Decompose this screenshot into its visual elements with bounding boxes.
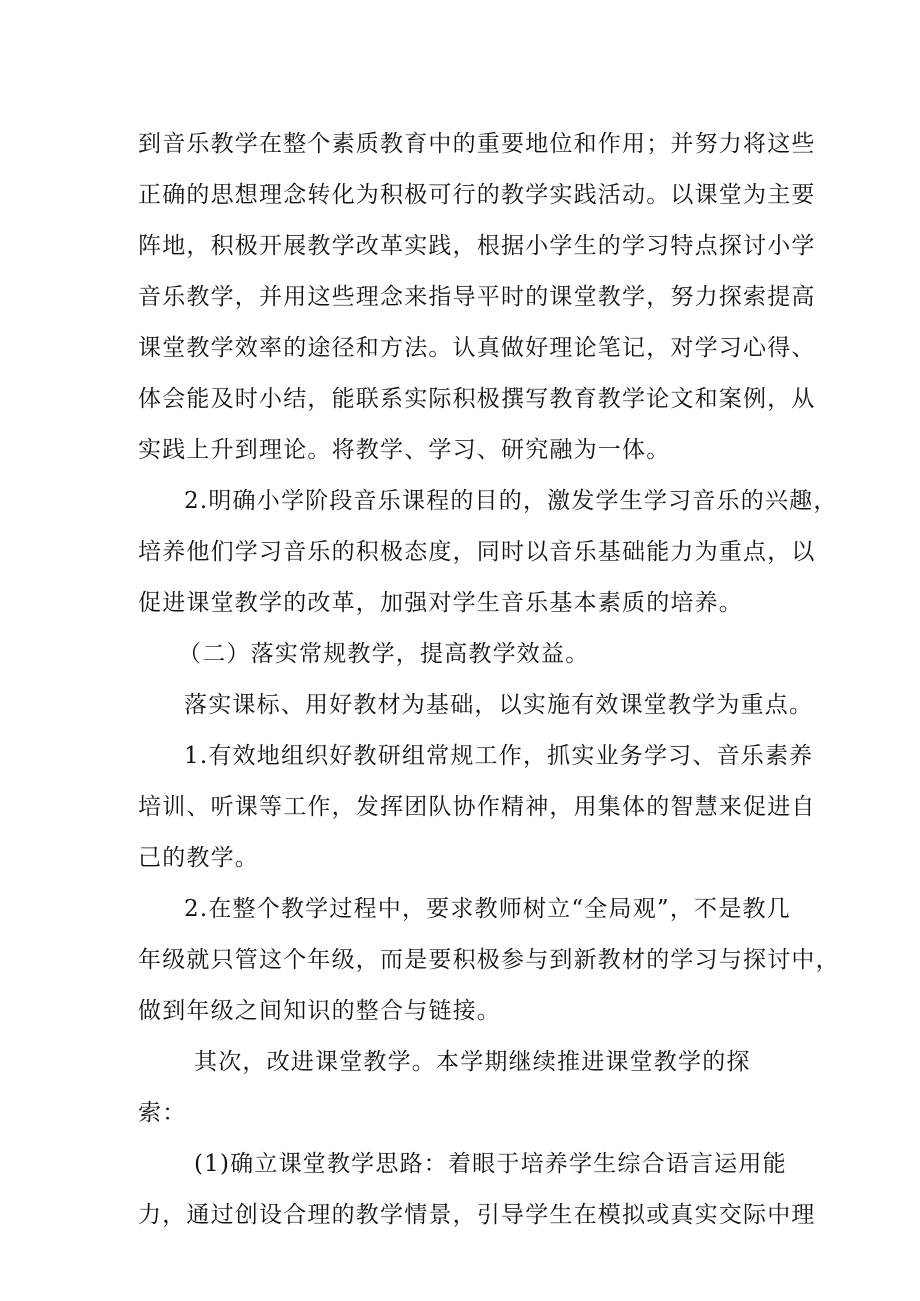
document-body bbox=[138, 119, 840, 1241]
body-line-5: 课堂教学效率的途径和方法。认真做好理论笔记，对学习心得、 bbox=[138, 335, 816, 361]
body-line-3: 阵地，积极开展教学改革实践，根据小学生的学习特点探讨小学 bbox=[138, 233, 816, 259]
item-1-line-2: 培训、听课等工作，发挥团队协作精神，用集体的智慧来促进自 bbox=[138, 794, 816, 820]
section-heading-2: （二）落实常规教学，提高教学效益。 bbox=[178, 641, 590, 667]
body-line-7: 实践上升到理论。将教学、学习、研究融为一体。 bbox=[138, 437, 671, 463]
next-topic-line-2: 索： bbox=[138, 1100, 187, 1126]
item-2b-line-2: 年级就只管这个年级，而是要积极参与到新教材的学习与探讨中， bbox=[138, 947, 840, 973]
item-2b-line-3: 做到年级之间知识的整合与链接。 bbox=[138, 998, 501, 1024]
item-2-line-3: 促进课堂教学的改革，加强对学生音乐基本素质的培养。 bbox=[138, 590, 743, 616]
item-1-line-1: 1.有效地组织好教研组常规工作，抓实业务学习、音乐素养 bbox=[184, 743, 814, 769]
body-line-6: 体会能及时小结，能联系实际积极撰写教育教学论文和案例，从 bbox=[138, 386, 816, 412]
item-2-line-1: 2.明确小学阶段音乐课程的目的，激发学生学习音乐的兴趣， bbox=[184, 488, 838, 514]
subitem-1-line-2: 力，通过创设合理的教学情景，引导学生在模拟或真实交际中理 bbox=[138, 1202, 816, 1228]
body-line-4: 音乐教学，并用这些理念来指导平时的课堂教学，努力探索提高 bbox=[138, 284, 816, 310]
item-1-line-3: 己的教学。 bbox=[138, 845, 259, 871]
item-2-line-2: 培养他们学习音乐的积极态度，同时以音乐基础能力为重点，以 bbox=[138, 539, 816, 565]
body-line-2: 正确的思想理念转化为积极可行的教学实践活动。以课堂为主要 bbox=[138, 182, 816, 208]
body-line-1: 到音乐教学在整个素质教育中的重要地位和作用；并努力将这些 bbox=[138, 131, 816, 157]
section-intro: 落实课标、用好教材为基础，以实施有效课堂教学为重点。 bbox=[184, 692, 814, 718]
item-2b-line-1: 2.在整个教学过程中，要求教师树立“全局观”，不是教几 bbox=[184, 896, 791, 922]
subitem-1-line-1: (1)确立课堂教学思路：着眼于培养学生综合语言运用能 bbox=[194, 1151, 787, 1177]
next-topic-line-1: 其次，改进课堂教学。本学期继续推进课堂教学的探 bbox=[194, 1049, 751, 1075]
